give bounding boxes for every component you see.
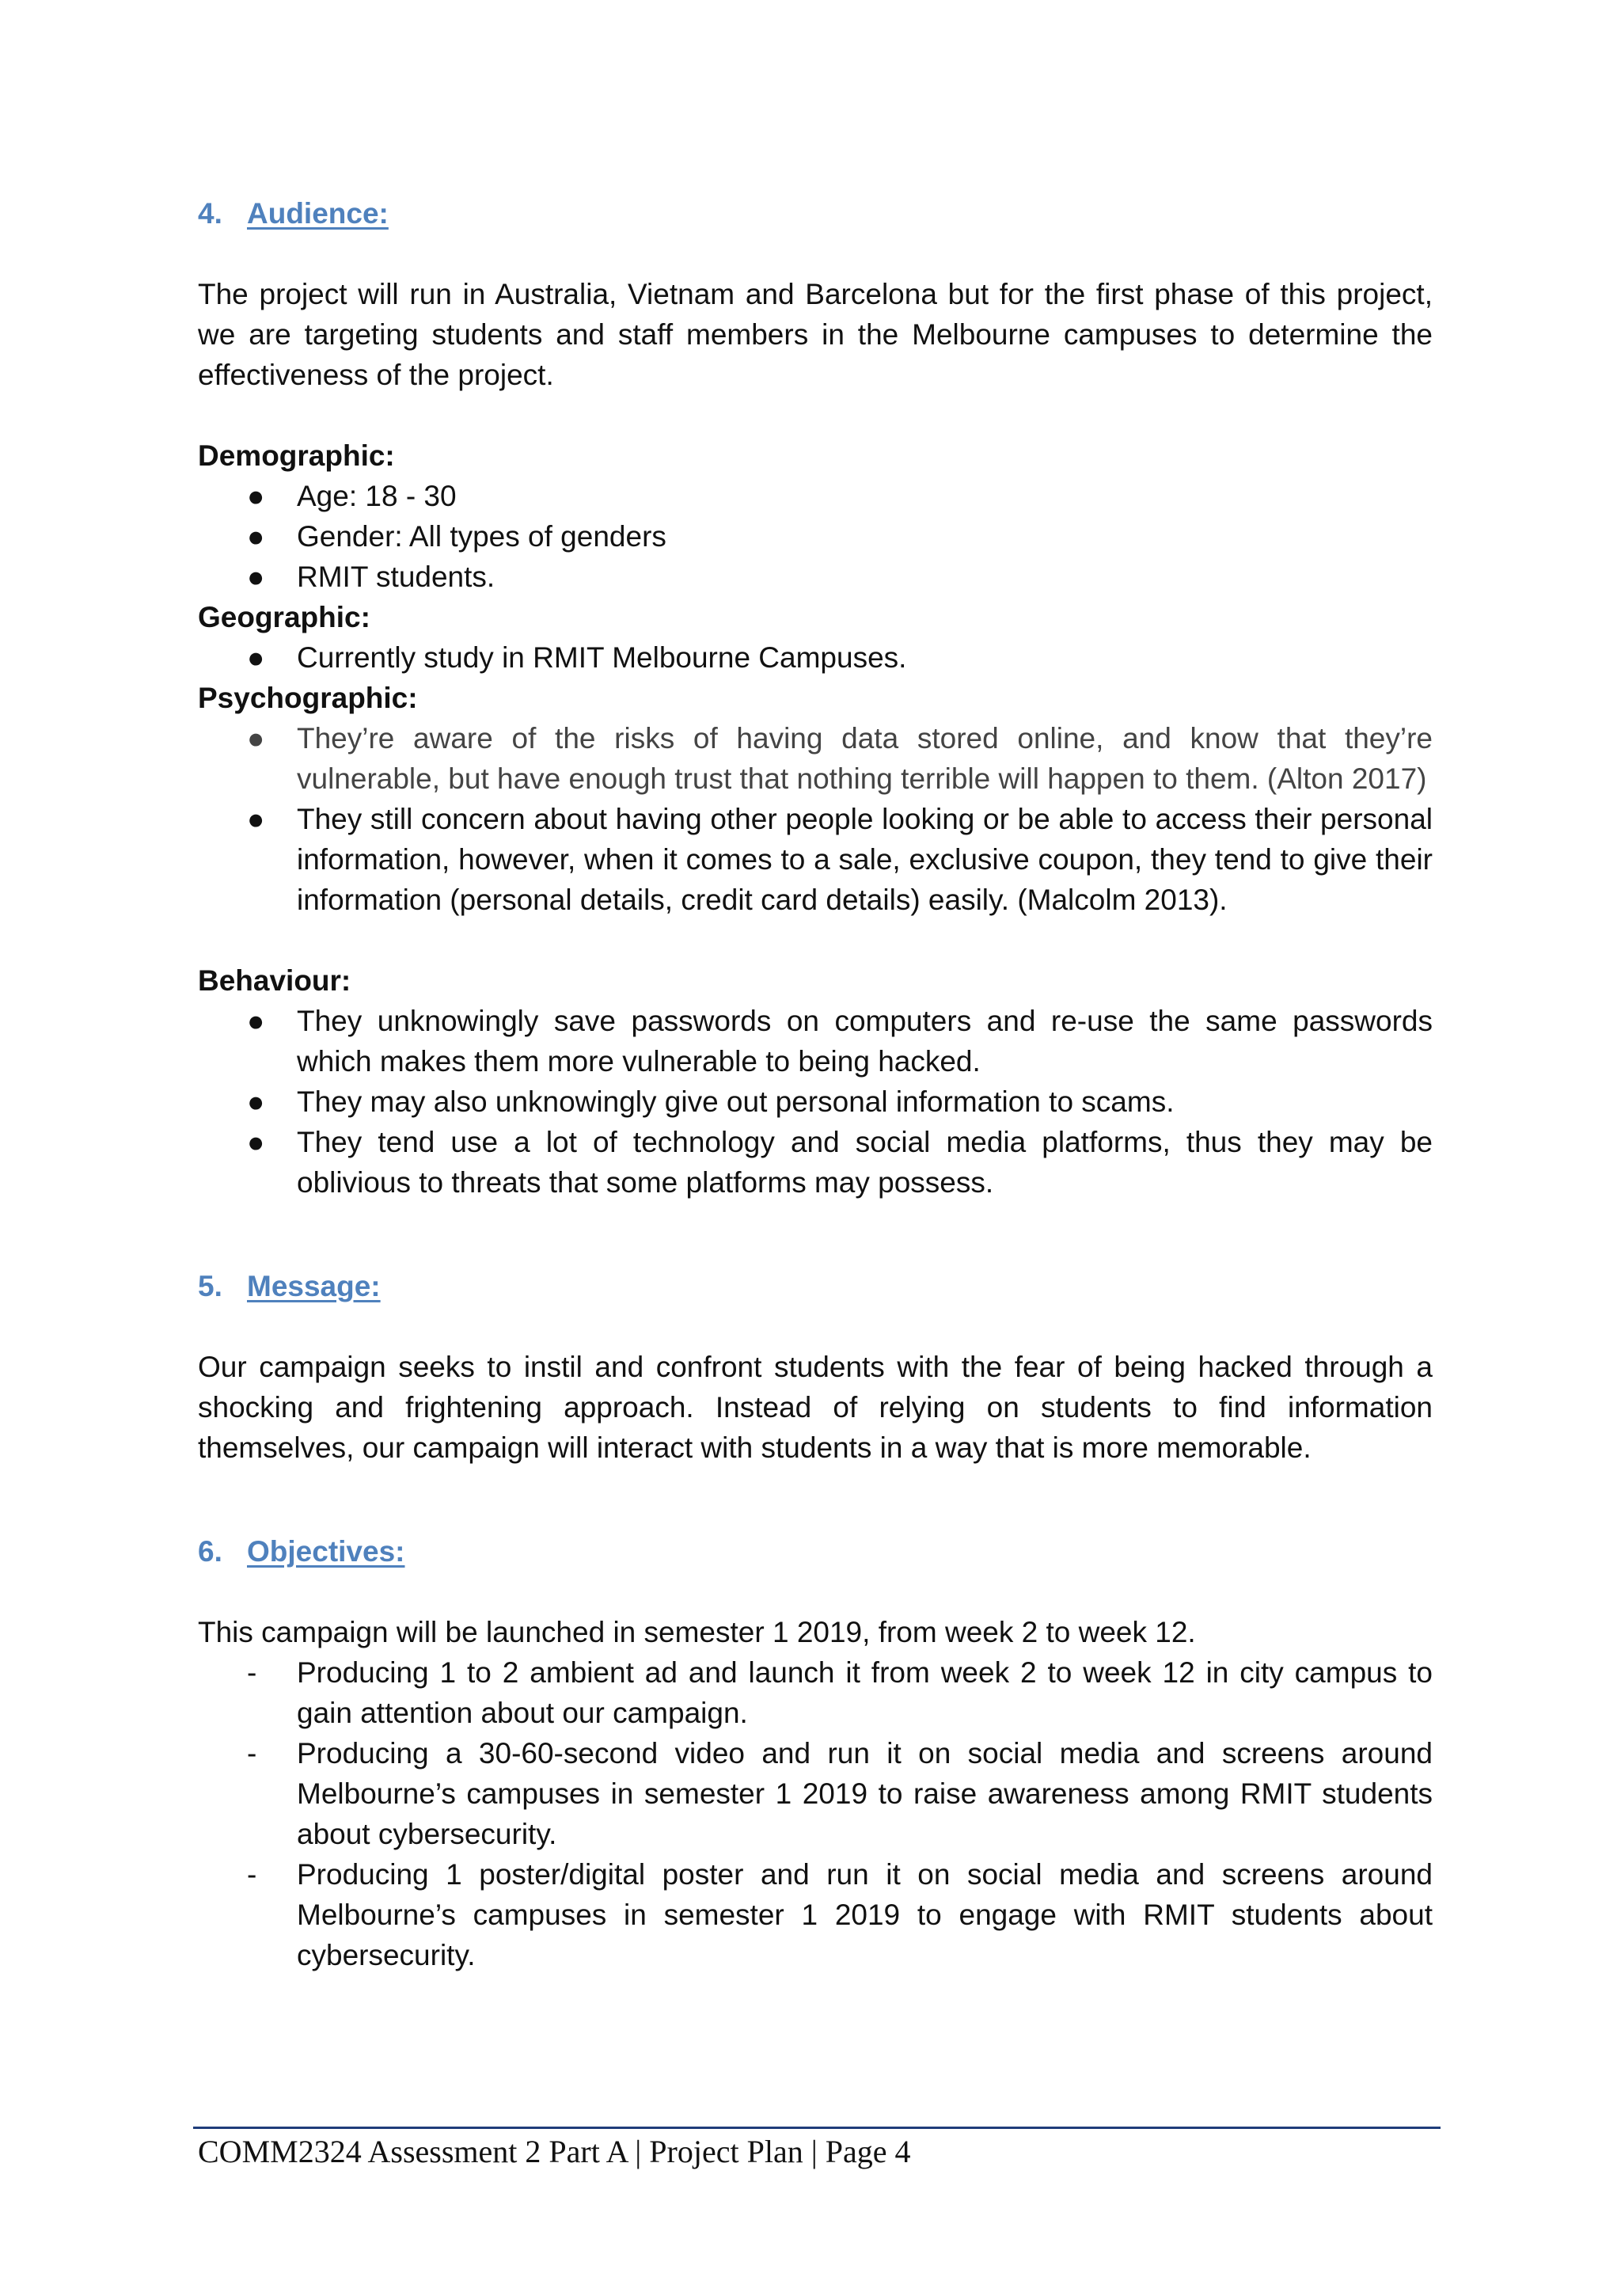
bullet-icon: ●	[247, 1126, 265, 1158]
objectives-heading-number: 6.	[198, 1535, 222, 1568]
list-item: ● They may also unknowingly give out personal information to scams.	[198, 1081, 1433, 1122]
bullet-icon: ●	[247, 561, 265, 593]
dash-icon: -	[247, 1858, 257, 1891]
objectives-heading	[198, 1531, 1433, 1572]
bullet-icon: ●	[247, 480, 265, 512]
audience-heading	[198, 193, 1433, 234]
list-item: - Producing 1 to 2 ambient ad and launch it from week 2 to week 12 in city campus to gain attention about our campaign.	[198, 1652, 1433, 1733]
page-content	[198, 193, 1433, 1975]
list-item: ● RMIT students.	[198, 557, 1433, 597]
list-item: ● They tend use a lot of technology and social media platforms, thus they may be oblivious to threats that some platforms may possess.	[198, 1122, 1433, 1203]
footer-rule	[193, 2127, 1441, 2129]
behaviour-list	[198, 1001, 1433, 1203]
psychographic-label: Psychographic:	[198, 682, 418, 714]
bullet-icon: ●	[247, 803, 265, 835]
objectives-intro: This campaign will be launched in semester 1 2019, from week 2 to week 12.	[198, 1616, 1196, 1648]
page-footer: COMM2324 Assessment 2 Part A | Project Plan | Page 4	[198, 2134, 911, 2169]
list-item: ● Currently study in RMIT Melbourne Campuses.	[198, 637, 1433, 678]
demographic-list	[198, 476, 1433, 597]
list-item: ● They unknowingly save passwords on computers and re-use the same passwords which makes them more vulnerable to being hacked.	[198, 1001, 1433, 1081]
message-heading	[198, 1266, 1433, 1306]
list-item: ● They still concern about having other people looking or be able to access their personal information, however, when it comes to a sale, exclusive coupon, they tend to give their information (personal details, credit card details) easily. (Malcolm 2013).	[198, 799, 1433, 920]
bullet-icon: ●	[247, 520, 265, 553]
dash-icon: -	[247, 1656, 257, 1689]
objectives-list	[198, 1652, 1433, 1975]
list-item: ● Age: 18 - 30	[198, 476, 1433, 516]
bullet-icon: ●	[247, 722, 265, 755]
psychographic-list	[198, 718, 1433, 920]
behaviour-label: Behaviour:	[198, 964, 351, 997]
audience-intro: The project will run in Australia, Vietnam and Barcelona but for the first phase of this project, we are targeting students and staff members in the Melbourne campuses to determine the effectiveness of the project.	[198, 278, 1433, 391]
message-heading-title: Message:	[247, 1270, 381, 1302]
dash-icon: -	[247, 1737, 257, 1770]
bullet-icon: ●	[247, 1085, 265, 1118]
geographic-label: Geographic:	[198, 601, 370, 633]
message-body: Our campaign seeks to instil and confront students with the fear of being hacked through a shocking and frightening approach. Instead of relying on students to find information themselves, our campaign will interact with students in a way that is more memorable.	[198, 1351, 1433, 1464]
audience-heading-number: 4.	[198, 197, 222, 230]
demographic-label: Demographic:	[198, 439, 395, 472]
audience-heading-title: Audience:	[247, 197, 389, 230]
bullet-icon: ●	[247, 641, 265, 674]
list-item: ● Gender: All types of genders	[198, 516, 1433, 557]
list-item: - Producing 1 poster/digital poster and run it on social media and screens around Melbourne’s campuses in semester 1 2019 to engage with RMIT students about cybersecurity.	[198, 1854, 1433, 1975]
list-item: ● They’re aware of the risks of having data stored online, and know that they’re vulnerable, but have enough trust that nothing terrible will happen to them. (Alton 2017)	[198, 718, 1433, 799]
bullet-icon: ●	[247, 1005, 265, 1037]
geographic-list	[198, 637, 1433, 678]
list-item: - Producing a 30-60-second video and run it on social media and screens around Melbourne’s campuses in semester 1 2019 to raise awareness among RMIT students about cybersecurity.	[198, 1733, 1433, 1854]
objectives-heading-title: Objectives:	[247, 1535, 405, 1568]
message-heading-number: 5.	[198, 1270, 222, 1302]
